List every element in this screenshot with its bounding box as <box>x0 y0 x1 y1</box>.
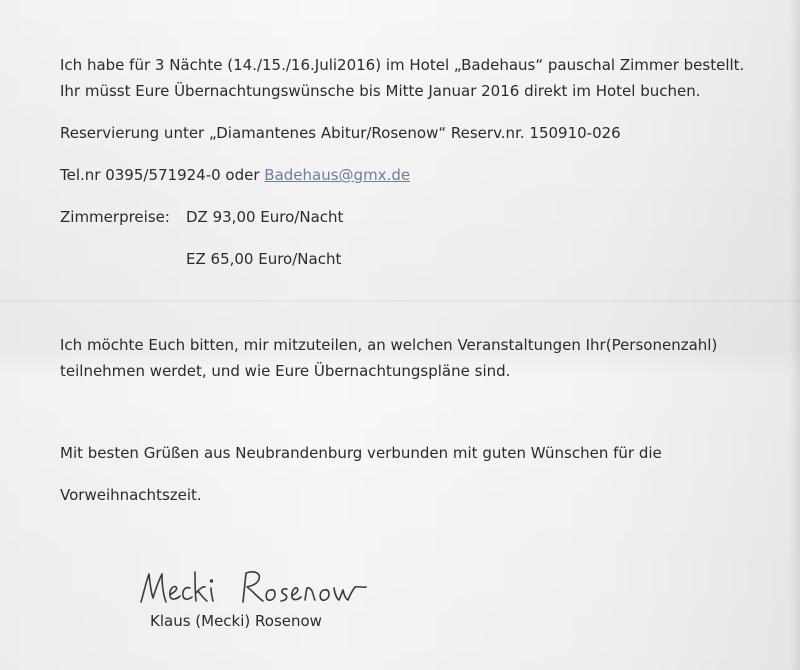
signer-name: Klaus (Mecki) Rosenow <box>150 612 322 630</box>
paper-fold <box>0 300 800 302</box>
booking-line-2: Ihr müsst Eure Übernachtungswünsche bis Mitte Januar 2016 direkt im Hotel buchen. <box>60 82 701 100</box>
booking-line-1: Ich habe für 3 Nächte (14./15./16.Juli2016) im Hotel „Badehaus“ pauschal Zimmer bestellt. <box>60 56 745 74</box>
handwritten-signature <box>135 566 380 610</box>
closing-line-2: Vorweihnachtszeit. <box>60 486 202 504</box>
reservation-line: Reservierung unter „Diamantenes Abitur/Rosenow“ Reserv.nr. 150910-026 <box>60 124 621 142</box>
room-prices-label: Zimmerpreise: <box>60 208 170 226</box>
price-double-room: DZ 93,00 Euro/Nacht <box>186 208 344 226</box>
phone-line <box>60 166 410 184</box>
request-line-2: teilnehmen werdet, und wie Eure Übernachtungspläne sind. <box>60 362 511 380</box>
email-link[interactable]: Badehaus@gmx.de <box>264 166 411 184</box>
price-single-room: EZ 65,00 Euro/Nacht <box>186 250 342 268</box>
closing-line-1: Mit besten Grüßen aus Neubrandenburg verbunden mit guten Wünschen für die <box>60 444 662 462</box>
phone-text: Tel.nr 0395/571924-0 oder <box>60 166 265 184</box>
paper-edge-shadow <box>790 0 800 670</box>
request-line-1: Ich möchte Euch bitten, mir mitzuteilen, an welchen Veranstaltungen Ihr(Personenzahl) <box>60 336 718 354</box>
